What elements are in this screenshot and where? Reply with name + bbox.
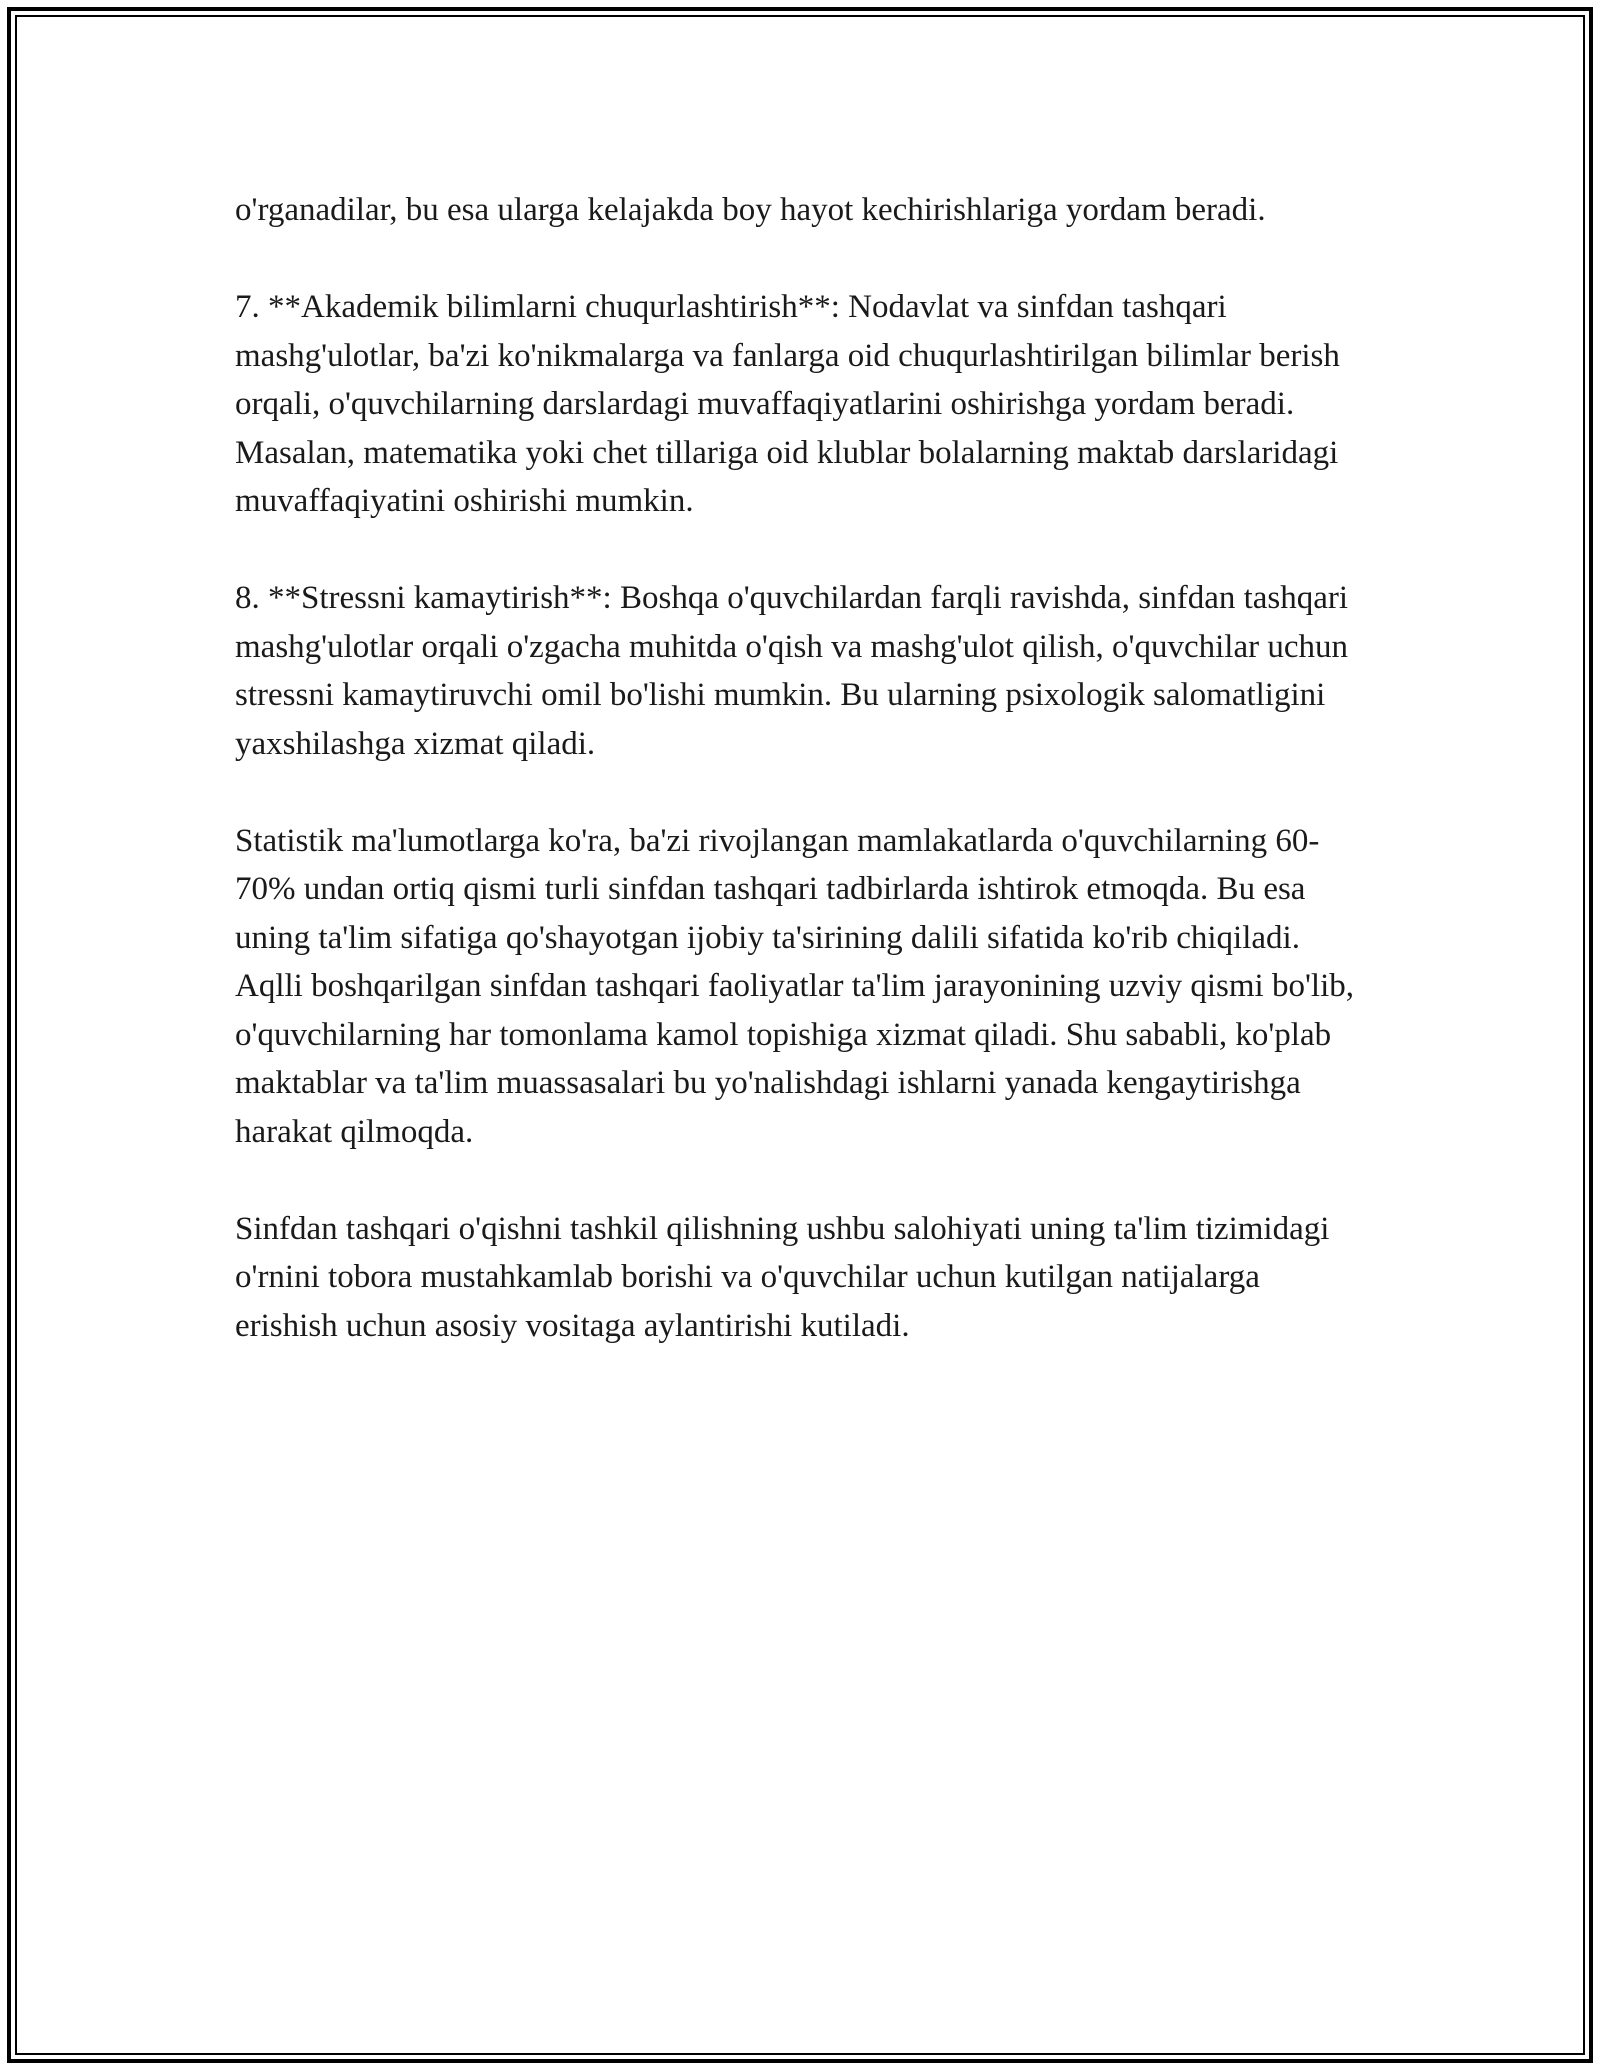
paragraph-item-8: 8. **Stressni kamaytirish**: Boshqa o'quvchilardan farqli ravishda, sinfdan tashqari mashg'ulotlar orqali o'zgacha muhitda o'qish va mashg'ulot qilish, o'quvchilar uchun stressni kamaytiruvchi omil bo'lishi mumkin. Bu ularning psixologik salomatligini yaxshilashga xizmat qiladi. [235,580,1349,762]
paragraph-statistics: Statistik ma'lumotlarga ko'ra, ba'zi rivojlangan mamlakatlarda o'quvchilarning 60-70% undan ortiq qismi turli sinfdan tashqari tadbirlarda ishtirok etmoqda. Bu esa uning ta'lim sifatiga qo'shayotgan ijobiy ta'sirining dalili sifatida ko'rib chiqiladi. Aqlli boshqarilgan sinfdan tashqari faoliyatlar ta'lim jarayonining uzviy qismi bo'lib, o'quvchilarning har tomonlama kamol topishiga xizmat qiladi. Shu sababli, ko'plab maktablar va ta'lim muassasalari bu yo'nalishdagi ishlarni yanada kengaytirishga harakat qilmoqda. [235,822,1355,1150]
paragraph-item-7: 7. **Akademik bilimlarni chuqurlashtirish**: Nodavlat va sinfdan tashqari mashg'ulotlar, ba'zi ko'nikmalarga va fanlarga oid chuqurlashtirilgan bilimlar berish orqali, o'quvchilarning darslardagi muvaffaqiyatlarini oshirishga yordam beradi. Masalan, matematika yoki chet tillariga oid klublar bolalarning maktab darslaridagi muvaffaqiyatini oshirishi mumkin. [235,289,1340,519]
paragraph-conclusion: Sinfdan tashqari o'qishni tashkil qilishning ushbu salohiyati uning ta'lim tizimidagi o'rnini tobora mustahkamlab borishi va o'quvchilar uchun kutilgan natijalarga erishish uchun asosiy vositaga aylantirishi kutiladi. [235,1210,1330,1344]
document-body [235,186,1365,1399]
paragraph-continuation: o'rganadilar, bu esa ularga kelajakda boy hayot kechirishlariga yordam beradi. [235,192,1266,228]
